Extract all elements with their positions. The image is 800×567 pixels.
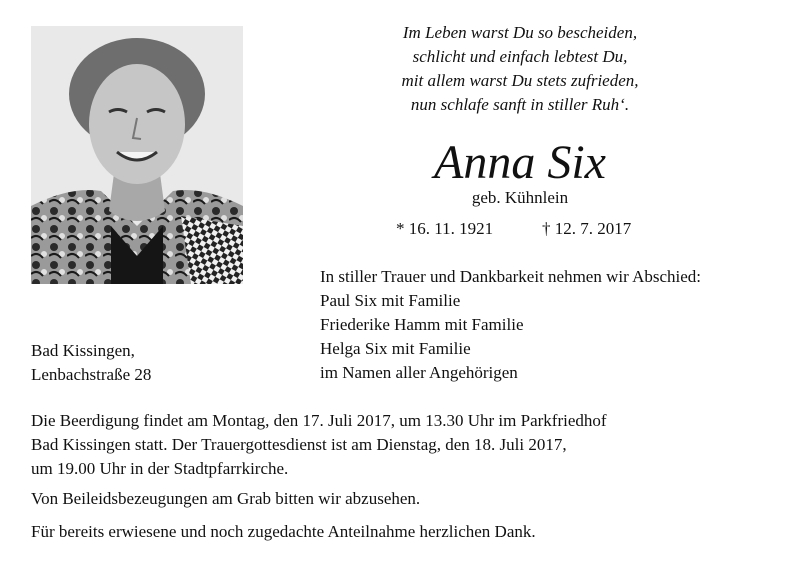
poem-line: mit allem warst Du stets zufrieden,: [401, 71, 639, 90]
mourners-line: Friederike Hamm mit Familie: [320, 315, 524, 334]
funeral-notice-line: Bad Kissingen statt. Der Trauergottesdienst ist am Dienstag, den 18. Juli 2017,: [31, 435, 567, 454]
condolence-note: [31, 487, 420, 511]
thanks-note-text: Für bereits erwiesene und noch zugedachte Anteilnahme herzlichen Dank.: [31, 522, 536, 541]
address-line: Bad Kissingen,: [31, 341, 135, 360]
address-line: Lenbachstraße 28: [31, 365, 152, 384]
funeral-notice-line: Die Beerdigung findet am Montag, den 17. Juli 2017, um 13.30 Uhr im Parkfriedhof: [31, 411, 607, 430]
portrait-illustration: [31, 26, 243, 284]
mourners-line: Helga Six mit Familie: [320, 339, 471, 358]
condolence-note-text: Von Beileidsbezeugungen am Grab bitten wir abzusehen.: [31, 489, 421, 508]
address: [31, 339, 151, 387]
mourners-line: In stiller Trauer und Dankbarkeit nehmen wir Abschied:: [320, 267, 702, 286]
poem-line: Im Leben warst Du so bescheiden,: [402, 23, 638, 42]
poem: [330, 21, 710, 117]
mourners-line: Paul Six mit Familie: [320, 291, 461, 310]
death-date: † 12. 7. 2017: [542, 219, 632, 238]
funeral-notice-line: um 19.00 Uhr in der Stadtpfarrkirche.: [31, 459, 289, 478]
deceased-name: Anna Six: [434, 136, 606, 189]
thanks-note: [31, 520, 536, 544]
birth-name: geb. Kühnlein: [471, 188, 569, 207]
funeral-notice: [31, 409, 607, 481]
birth-date: * 16. 11. 1921: [396, 219, 494, 238]
poem-line: nun schlafe sanft in stiller Ruh‘.: [410, 95, 630, 114]
portrait-photo: [31, 26, 243, 284]
poem-line: schlicht und einfach lebtest Du,: [412, 47, 628, 66]
mourners-list: [320, 265, 701, 385]
mourners-line: im Namen aller Angehörigen: [320, 363, 518, 382]
